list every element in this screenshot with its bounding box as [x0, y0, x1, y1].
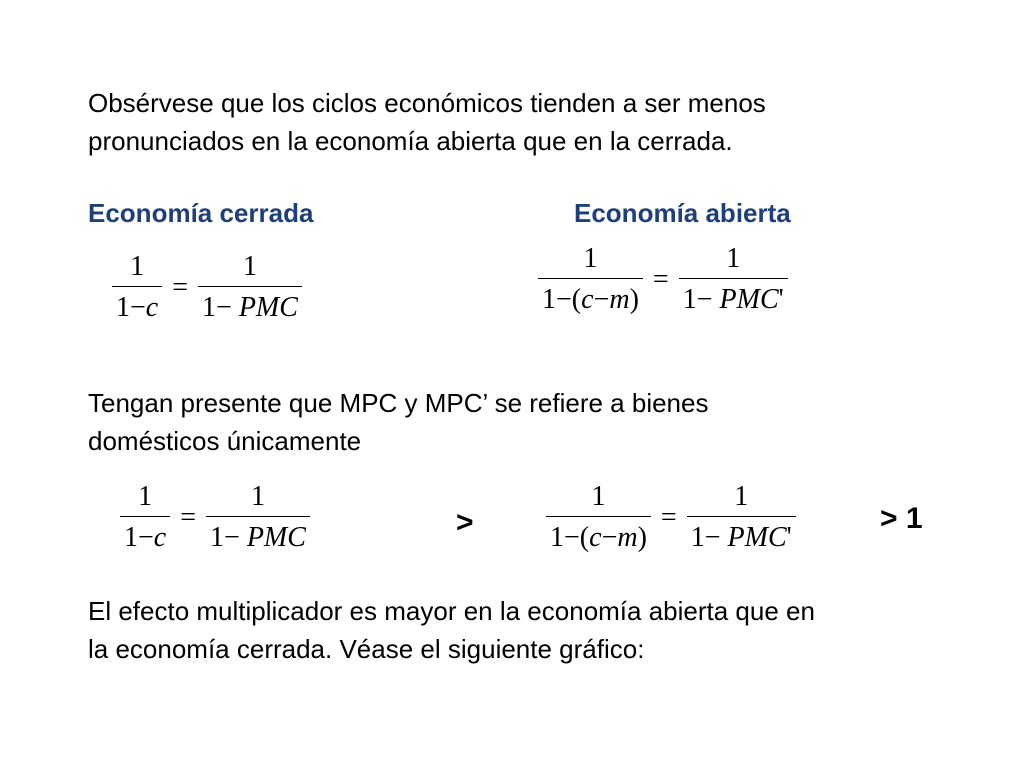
note-line-1: Tengan presente que MPC y MPC’ se refiere a bienes: [88, 388, 709, 418]
intro-line-2: pronunciados en la economía abierta que en la cerrada.: [88, 126, 733, 156]
fraction: $\frac{1}{1-c}$: [120, 482, 170, 553]
fraction: $\frac{1}{\text{1− PMC'}}$: [679, 244, 788, 315]
note-paragraph: [88, 384, 988, 460]
fraction: $\frac{1}{1-(c-m)}$: [546, 482, 651, 553]
greater-than-sign: >: [456, 506, 474, 539]
open-multiplier-formula-compare: $\frac{1}{1-(c-m)}$ = $\frac{1}{\text{1− PMC'}}$: [546, 482, 796, 553]
conclusion-paragraph: [88, 592, 988, 668]
fraction: $\frac{1}{1-(c-m)}$: [538, 244, 643, 315]
fraction: $\frac{1}{\text{1− PMC}}$: [206, 482, 310, 553]
closed-multiplier-formula-compare: $\frac{1}{1-c}$ = $\frac{1}{\text{1− PMC}}$: [120, 482, 310, 553]
intro-paragraph: [88, 84, 988, 160]
intro-line-1: Obsérvese que los ciclos económicos tienden a ser menos: [88, 88, 766, 118]
closed-multiplier-formula: $\frac{1}{1-c}$ = $\frac{1}{\text{1− PMC}}$: [112, 252, 302, 323]
fraction: $\frac{1}{1-c}$: [112, 252, 162, 323]
greater-than-one-label: > 1: [880, 502, 923, 535]
fraction: $\frac{1}{\text{1− PMC'}}$: [687, 482, 796, 553]
open-economy-heading: Economía abierta: [574, 198, 791, 228]
note-line-2: domésticos únicamente: [88, 426, 362, 456]
closed-economy-heading: Economía cerrada: [88, 198, 314, 228]
conclusion-line-2: la economía cerrada. Véase el siguiente gráfico:: [88, 634, 645, 664]
open-multiplier-formula: $\frac{1}{1-(c-m)}$ = $\frac{1}{\text{1− PMC'}}$: [538, 244, 788, 315]
fraction: $\frac{1}{\text{1− PMC}}$: [198, 252, 302, 323]
conclusion-line-1: El efecto multiplicador es mayor en la economía abierta que en: [88, 596, 815, 626]
